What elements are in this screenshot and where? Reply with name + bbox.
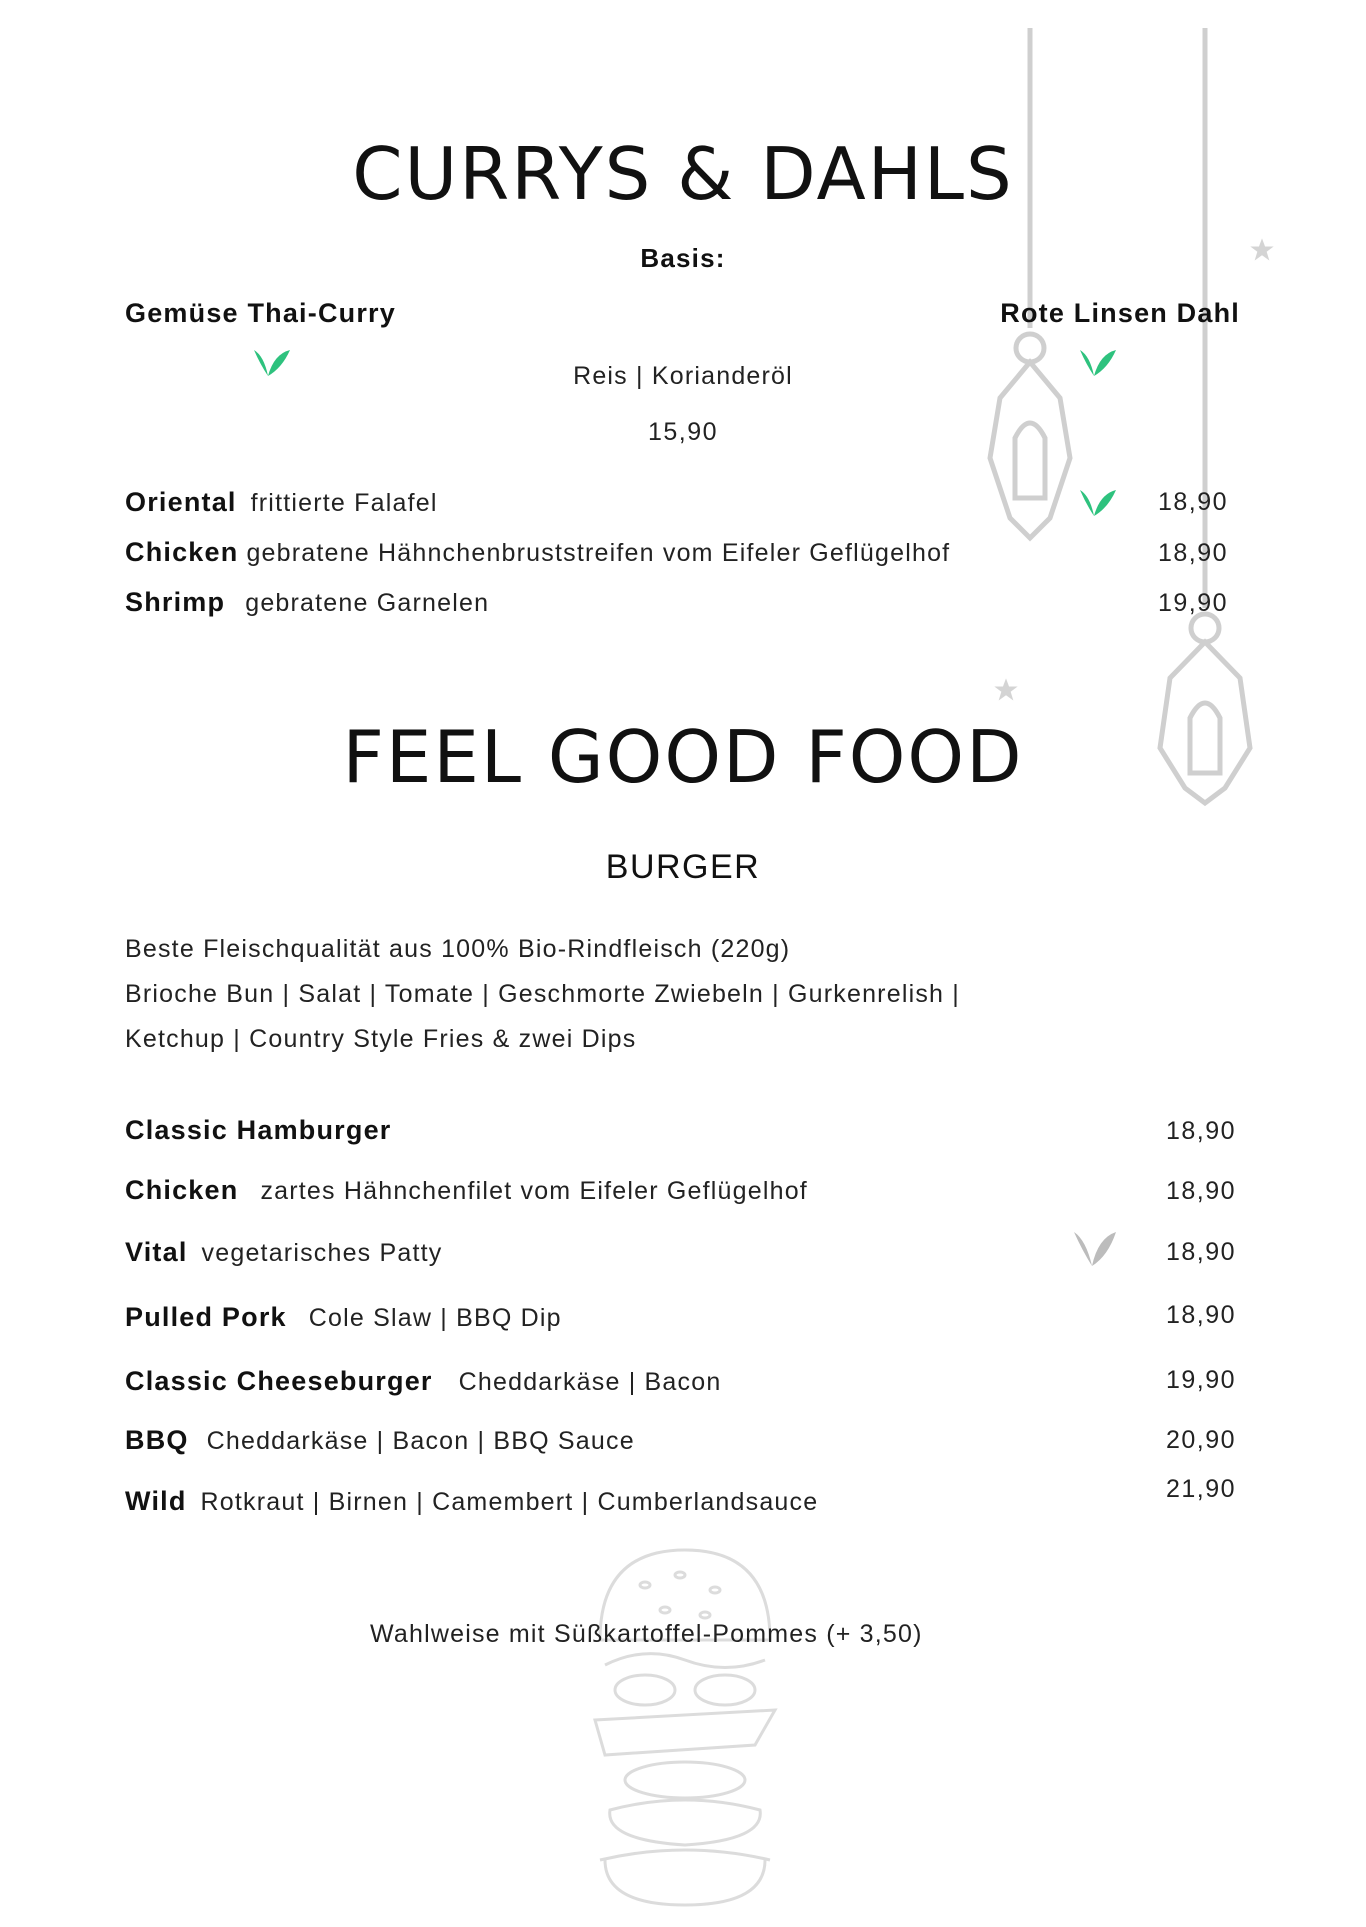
menu-item — [125, 487, 438, 518]
burger-intro-line: Brioche Bun | Salat | Tomate | Geschmorte Zwiebeln | Gurkenrelish | — [125, 980, 960, 1008]
burger-intro-line: Ketchup | Country Style Fries & zwei Dips — [125, 1025, 637, 1053]
basis-label: Basis: — [640, 243, 726, 273]
menu-item — [125, 1486, 818, 1517]
base-option-dahl: Rote Linsen Dahl — [1000, 298, 1240, 328]
item-name: Shrimp — [125, 587, 226, 617]
menu-item — [125, 1237, 443, 1268]
burger-illustration — [585, 1540, 785, 1910]
menu-item — [125, 587, 489, 618]
base-option-thai-curry: Gemüse Thai-Curry — [125, 298, 396, 328]
item-description: gebratene Hähnchenbruststreifen vom Eifeler Geflügelhof — [246, 539, 951, 567]
menu-item — [125, 537, 950, 568]
item-price: 18,90 — [1166, 1177, 1237, 1205]
section-title-feelgood: FEEL GOOD FOOD — [342, 715, 1024, 799]
item-price: 18,90 — [1166, 1117, 1237, 1145]
subsection-title-burger: BURGER — [605, 848, 761, 886]
burger-intro-line: Beste Fleischqualität aus 100% Bio-Rindfleisch (220g) — [125, 935, 791, 963]
item-price: 19,90 — [1166, 1366, 1237, 1394]
item-name: Pulled Pork — [125, 1302, 287, 1332]
item-description: vegetarisches Patty — [201, 1239, 443, 1267]
item-description: Cheddarkäse | Bacon — [458, 1368, 722, 1396]
item-name: Classic Hamburger — [125, 1115, 392, 1145]
item-price: 18,90 — [1166, 1301, 1237, 1329]
item-price: 18,90 — [1158, 539, 1229, 567]
menu-item — [125, 1425, 635, 1456]
item-name: Oriental — [125, 487, 237, 517]
item-price: 19,90 — [1158, 589, 1229, 617]
item-name: BBQ — [125, 1425, 189, 1455]
item-name: Wild — [125, 1486, 187, 1516]
item-description: frittierte Falafel — [250, 489, 438, 517]
item-price: 20,90 — [1166, 1426, 1237, 1454]
item-price: 21,90 — [1166, 1475, 1237, 1503]
item-description: Cole Slaw | BBQ Dip — [308, 1304, 562, 1332]
item-description: zartes Hähnchenfilet vom Eifeler Geflügelhof — [260, 1177, 808, 1205]
item-name: Chicken — [125, 1175, 239, 1205]
menu-item — [125, 1366, 721, 1397]
item-description: Cheddarkäse | Bacon | BBQ Sauce — [206, 1427, 635, 1455]
base-sides: Reis | Korianderöl — [573, 362, 793, 390]
item-price: 18,90 — [1166, 1238, 1237, 1266]
item-description: Rotkraut | Birnen | Camembert | Cumberlandsauce — [200, 1488, 819, 1516]
menu-item — [125, 1302, 562, 1333]
item-name: Chicken — [125, 537, 239, 567]
leaf-green-icon — [1076, 486, 1118, 520]
item-price: 18,90 — [1158, 488, 1229, 516]
item-name: Classic Cheeseburger — [125, 1366, 433, 1396]
footnote-sweet-potato: Wahlweise mit Süßkartoffel-Pommes (+ 3,50) — [370, 1620, 923, 1648]
leaf-grey-icon — [1070, 1228, 1118, 1270]
item-name: Vital — [125, 1237, 188, 1267]
lantern-decoration-left — [960, 28, 1100, 548]
menu-item — [125, 1175, 808, 1206]
base-price: 15,90 — [647, 418, 719, 446]
item-description: gebratene Garnelen — [245, 589, 490, 617]
menu-item — [125, 1115, 392, 1146]
star-icon — [992, 676, 1020, 704]
section-title-currys: CURRYS & DAHLS — [352, 132, 1014, 216]
